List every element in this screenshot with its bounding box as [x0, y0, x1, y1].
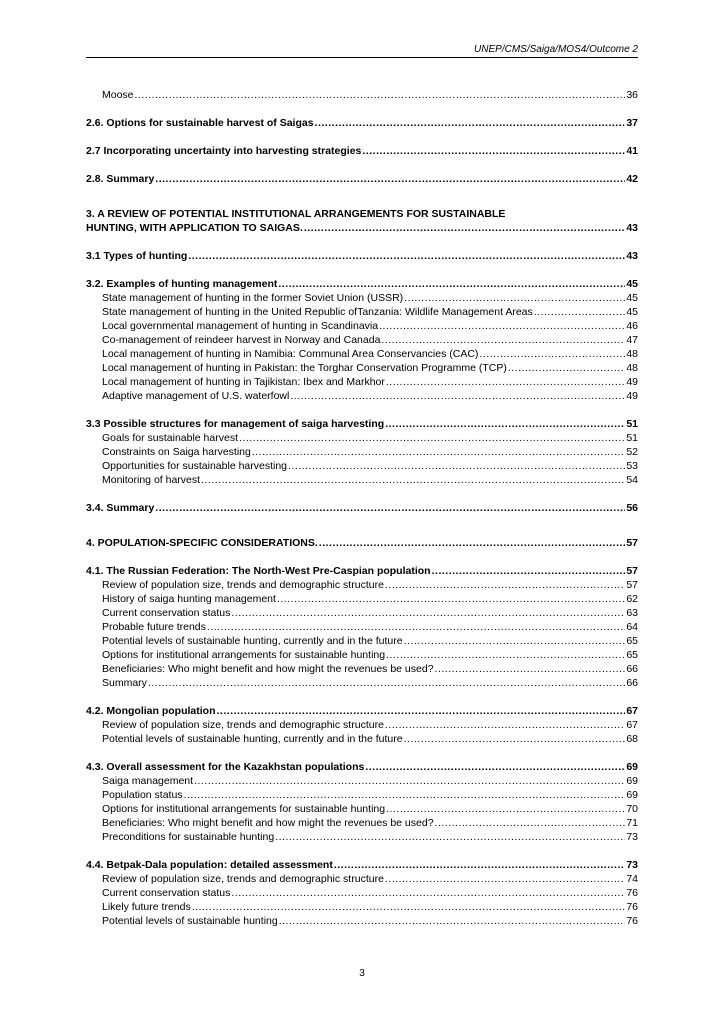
toc-entry-label: Saiga management — [102, 775, 194, 787]
toc-entry-label: Preconditions for sustainable hunting — [102, 831, 275, 843]
toc-entry-page: 48 — [626, 348, 638, 360]
toc-entry — [86, 88, 638, 102]
toc-section-page: 42 — [626, 173, 638, 185]
toc-entry-page: 65 — [626, 649, 638, 661]
toc-section-label: 2.7 Incorporating uncertainty into harvesting strategies — [86, 145, 362, 157]
toc-chapter-page: 43 — [626, 222, 638, 234]
toc-entry — [86, 291, 638, 305]
toc-entry — [86, 459, 638, 473]
toc-section-page: 51 — [626, 418, 638, 430]
toc-entry-page: 53 — [626, 460, 638, 472]
toc-entry-label: State management of hunting in the former Soviet Union (USSR) — [102, 292, 404, 304]
toc-entry — [86, 445, 638, 459]
toc-entry-label: Beneficiaries: Who might benefit and how might the revenues be used? — [102, 817, 434, 829]
toc-section-page: 43 — [626, 250, 638, 262]
toc-entry — [86, 914, 638, 928]
toc-section-page: 73 — [626, 859, 638, 871]
toc-entry — [86, 592, 638, 606]
toc-entry-label: Options for institutional arrangements for sustainable hunting — [102, 649, 386, 661]
toc-section-label: 4.1. The Russian Federation: The North-West Pre-Caspian population — [86, 565, 431, 577]
toc-entry — [86, 676, 638, 690]
toc-entry-page: 66 — [626, 663, 638, 675]
toc-entry-page: 67 — [626, 719, 638, 731]
toc-section-label: 3.3 Possible structures for management of saiga harvesting — [86, 418, 385, 430]
toc-entry — [86, 473, 638, 487]
toc-chapter-page: 57 — [626, 537, 638, 549]
toc-entry-label: Constraints on Saiga harvesting — [102, 446, 251, 458]
toc-entry — [86, 732, 638, 746]
toc-entry-page: 65 — [626, 635, 638, 647]
toc-entry-page: 54 — [626, 474, 638, 486]
toc-section — [86, 172, 638, 186]
toc-entry-label: Local management of hunting in Pakistan: the Torghar Conservation Programme (TCP) — [102, 362, 507, 374]
toc-entry — [86, 872, 638, 886]
toc-entry — [86, 578, 638, 592]
toc-entry — [86, 802, 638, 816]
toc-chapter-line1: 3. A REVIEW OF POTENTIAL INSTITUTIONAL ARRANGEMENTS FOR SUSTAINABLE — [86, 208, 506, 220]
toc-section-label: 2.8. Summary — [86, 173, 155, 185]
toc-entry-page: 76 — [626, 887, 638, 899]
toc-entry-label: Summary — [102, 677, 147, 689]
toc-entry-page: 64 — [626, 621, 638, 633]
toc-section-label: 4.2. Mongolian population — [86, 705, 216, 717]
toc-entry-page: 76 — [626, 915, 638, 927]
toc-entry-page: 45 — [626, 306, 638, 318]
toc-entry-label: State management of hunting in the United Republic ofTanzania: Wildlife Management Areas — [102, 306, 533, 318]
toc-entry-page: 66 — [626, 677, 638, 689]
page-number: 3 — [359, 968, 365, 979]
toc-entry-label: Opportunities for sustainable harvesting — [102, 460, 288, 472]
toc-entry — [86, 886, 638, 900]
toc-section — [86, 249, 638, 263]
toc-entry-label: Probable future trends — [102, 621, 206, 633]
toc-entry — [86, 389, 638, 403]
toc-entry-label: Adaptive management of U.S. waterfowl — [102, 390, 290, 402]
toc-entry-page: 46 — [626, 320, 638, 332]
toc-entry — [86, 634, 638, 648]
toc-chapter — [86, 536, 638, 550]
toc-entry-page: 70 — [626, 803, 638, 815]
toc-entry-label: Local management of hunting in Tajikistan: Ibex and Markhor — [102, 376, 385, 388]
toc-section-label: 4.3. Overall assessment for the Kazakhstan populations — [86, 761, 365, 773]
toc-entry — [86, 648, 638, 662]
toc-entry-label: Moose — [102, 89, 134, 101]
toc-entry — [86, 788, 638, 802]
toc-entry — [86, 816, 638, 830]
toc-entry-label: Goals for sustainable harvest — [102, 432, 238, 444]
toc-section — [86, 564, 638, 578]
toc-entry — [86, 361, 638, 375]
toc-entry-page: 62 — [626, 593, 638, 605]
toc-entry — [86, 830, 638, 844]
toc-section-page: 41 — [626, 145, 638, 157]
toc-entry — [86, 662, 638, 676]
toc-entry-label: Current conservation status — [102, 607, 231, 619]
toc-entry-page: 73 — [626, 831, 638, 843]
toc-chapter-label: HUNTING, WITH APPLICATION TO SAIGAS. — [86, 222, 303, 234]
toc-section-label: 4.4. Betpak-Dala population: detailed assessment — [86, 859, 333, 871]
toc-entry — [86, 347, 638, 361]
toc-section-page: 69 — [626, 761, 638, 773]
toc-entry-label: Review of population size, trends and demographic structure — [102, 719, 384, 731]
toc-entry-label: Review of population size, trends and demographic structure — [102, 579, 384, 591]
toc-entry — [86, 620, 638, 634]
toc-entry-page: 48 — [626, 362, 638, 374]
toc-section — [86, 417, 638, 431]
toc-entry-label: Review of population size, trends and demographic structure — [102, 873, 384, 885]
toc-entry-label: Beneficiaries: Who might benefit and how might the revenues be used? — [102, 663, 434, 675]
toc-entry — [86, 375, 638, 389]
toc-entry-label: Co-management of reindeer harvest in Norway and Canada — [102, 334, 381, 346]
toc-entry — [86, 900, 638, 914]
toc-section-page: 56 — [626, 502, 638, 514]
toc-entry — [86, 305, 638, 319]
toc-entry-page: 68 — [626, 733, 638, 745]
toc-section-label: 3.4. Summary — [86, 502, 155, 514]
toc-section — [86, 704, 638, 718]
toc-section — [86, 144, 638, 158]
toc-section-label: 3.1 Types of hunting — [86, 250, 188, 262]
toc-entry — [86, 431, 638, 445]
toc-entry-page: 49 — [626, 390, 638, 402]
toc-entry-label: Potential levels of sustainable hunting, currently and in the future — [102, 635, 403, 647]
toc-entry-page: 51 — [626, 432, 638, 444]
toc-entry-page: 76 — [626, 901, 638, 913]
toc-entry-label: Potential levels of sustainable hunting — [102, 915, 278, 927]
toc-entry-page: 52 — [626, 446, 638, 458]
toc-entry-page: 71 — [626, 817, 638, 829]
toc-entry-label: Monitoring of harvest — [102, 474, 201, 486]
toc-section — [86, 277, 638, 291]
toc-entry-page: 45 — [626, 292, 638, 304]
toc-entry-label: Options for institutional arrangements for sustainable hunting — [102, 803, 386, 815]
toc-entry-page: 69 — [626, 789, 638, 801]
running-header: UNEP/CMS/Saiga/MOS4/Outcome 2 — [86, 44, 638, 58]
toc-entry-label: Local governmental management of hunting in Scandinavia — [102, 320, 379, 332]
table-of-contents — [86, 88, 638, 928]
toc-chapter — [86, 221, 638, 235]
toc-section-page: 57 — [626, 565, 638, 577]
toc-entry-page: 36 — [626, 89, 638, 101]
toc-entry-page: 57 — [626, 579, 638, 591]
toc-entry-page: 74 — [626, 873, 638, 885]
toc-entry-page: 47 — [626, 334, 638, 346]
toc-section — [86, 501, 638, 515]
toc-entry-page: 63 — [626, 607, 638, 619]
toc-section-label: 3.2. Examples of hunting management — [86, 278, 278, 290]
toc-entry-page: 69 — [626, 775, 638, 787]
toc-section-page: 37 — [626, 117, 638, 129]
toc-entry-label: Potential levels of sustainable hunting, currently and in the future — [102, 733, 403, 745]
toc-entry — [86, 606, 638, 620]
toc-entry-label: Likely future trends — [102, 901, 191, 913]
toc-section-page: 67 — [626, 705, 638, 717]
toc-section — [86, 116, 638, 130]
toc-section-label: 2.6. Options for sustainable harvest of Saigas — [86, 117, 314, 129]
toc-entry — [86, 319, 638, 333]
toc-entry-page: 49 — [626, 376, 638, 388]
toc-section-page: 45 — [626, 278, 638, 290]
toc-entry-label: History of saiga hunting management — [102, 593, 276, 605]
toc-section — [86, 858, 638, 872]
toc-entry-label: Local management of hunting in Namibia: Communal Area Conservancies (CAC) — [102, 348, 479, 360]
toc-entry — [86, 718, 638, 732]
toc-entry — [86, 333, 638, 347]
toc-entry-label: Current conservation status — [102, 887, 231, 899]
toc-chapter-label: 4. POPULATION-SPECIFIC CONSIDERATIONS. — [86, 537, 318, 549]
toc-entry — [86, 774, 638, 788]
toc-entry-label: Population status — [102, 789, 183, 801]
toc-section — [86, 760, 638, 774]
